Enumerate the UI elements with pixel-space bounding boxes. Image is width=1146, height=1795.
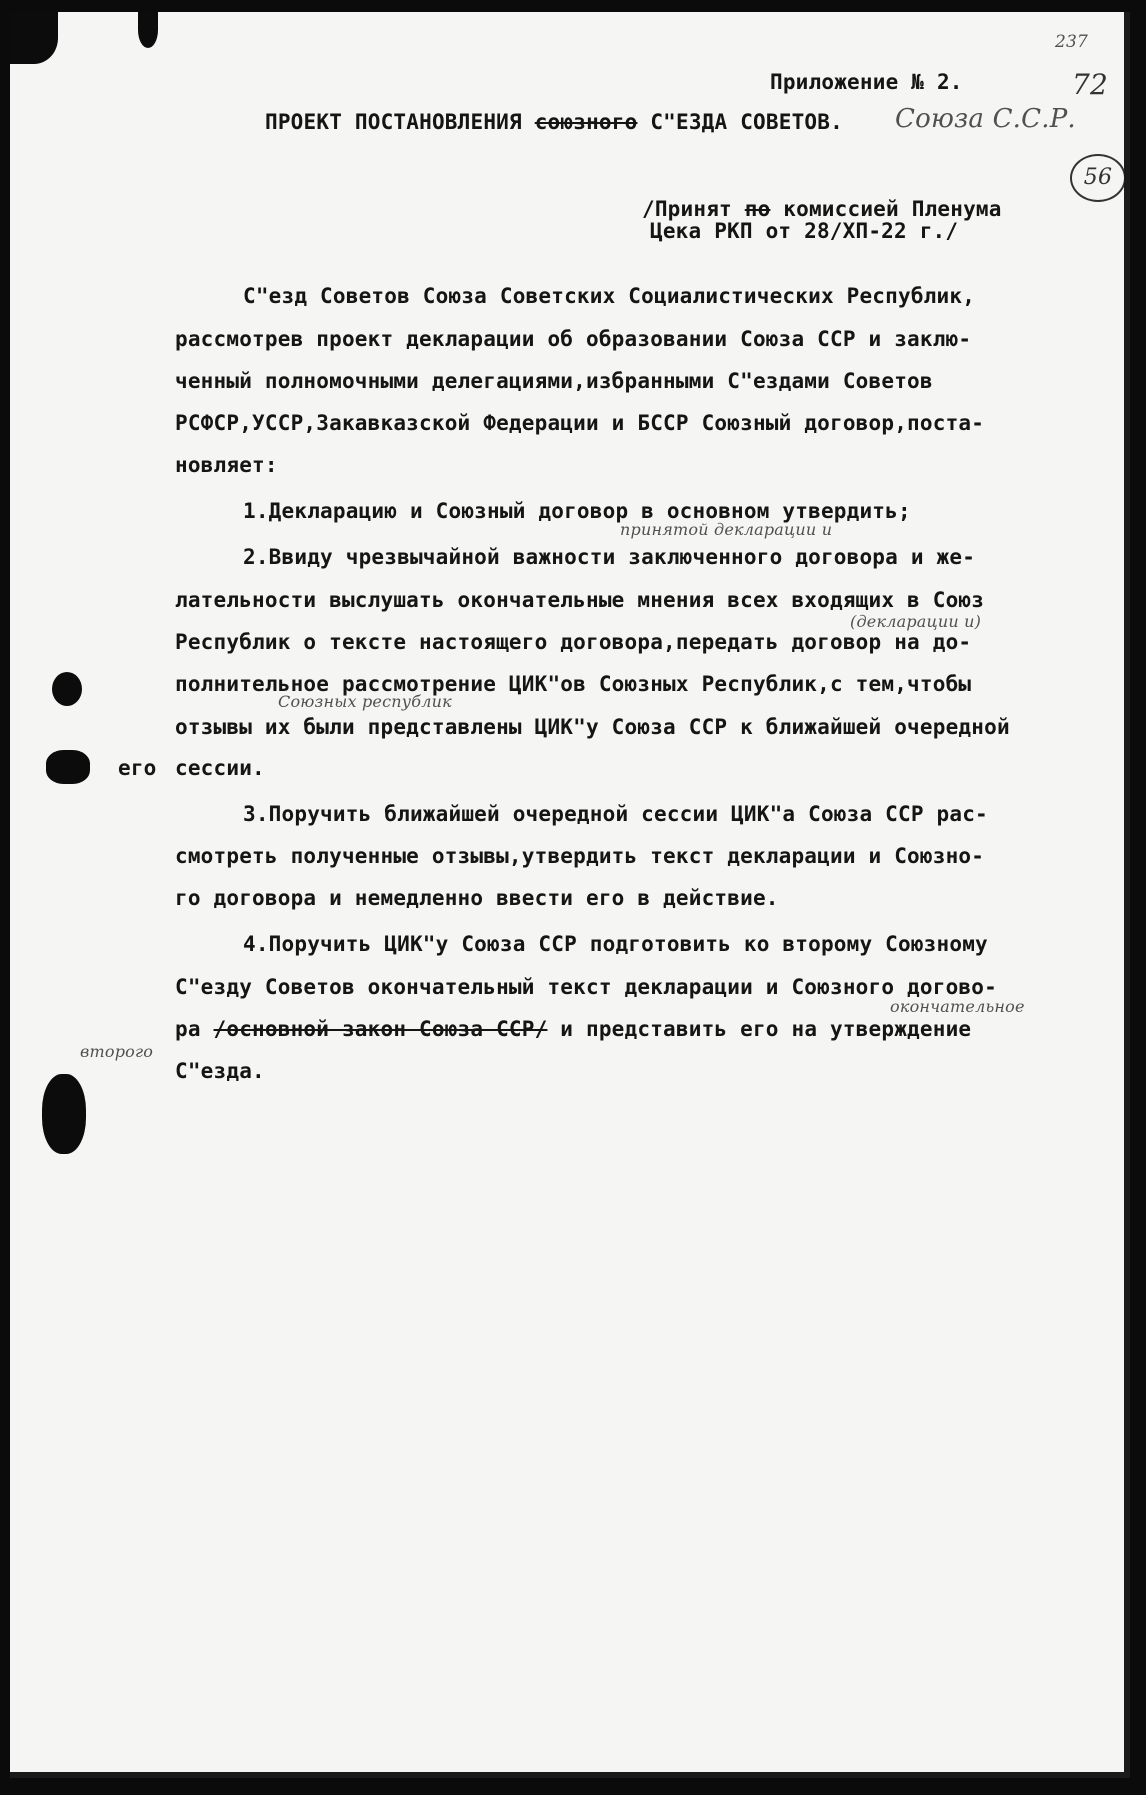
item-4-line-1: 4.Поручить ЦИК"у Союза ССР подготовить ко второму Союзному (243, 932, 988, 956)
item-2-line-6: сессии. (175, 756, 265, 780)
intro-line-3: ченный полномочными делегациями,избранными С"ездами Советов (175, 369, 933, 393)
item-2-line-2: лательности выслушать окончательные мнения всех входящих в Союз (175, 588, 985, 612)
item-2-line-5: отзывы их были представлены ЦИК"у Союза ССР к ближайшей очередной (175, 715, 1010, 739)
item-3-line-1: 3.Поручить ближайшей очередной сессии ЦИК"а Союза ССР рас- (243, 802, 988, 826)
margin-insert-word: его (118, 756, 157, 780)
handwritten-title-note: Союза С.С.Р. (895, 104, 1076, 134)
item-4-line-4: С"езда. (175, 1059, 265, 1083)
item-3-line-2: смотреть полученные отзывы,утвердить текст декларации и Союзно- (175, 844, 985, 868)
approval-line-2: Цека РКП от 28/XП-22 г./ (650, 219, 959, 243)
document-page (10, 12, 1130, 1778)
corner-blot (10, 12, 58, 64)
intro-line-5: новляет: (175, 453, 278, 477)
handwritten-note-item2c: Союзных республик (278, 692, 452, 711)
handwritten-note-item4: окончательное (890, 997, 1025, 1016)
title-part2: С"ЕЗДА СОВЕТОВ. (650, 110, 843, 134)
ink-blot-1 (52, 672, 82, 706)
title-part1: ПРОЕКТ ПОСТАНОВЛЕНИЯ (265, 110, 522, 134)
intro-line-2: рассмотрев проект декларации об образовании Союза ССР и заклю- (175, 327, 972, 351)
item-4-line-2: С"езду Советов окончательный текст декларации и Союзного догово- (175, 975, 997, 999)
document-title (265, 110, 843, 134)
ink-blot-3 (42, 1074, 86, 1154)
item-2-line-1: 2.Ввиду чрезвычайной важности заключенного договора и же- (243, 545, 976, 569)
handwritten-page-number-a: 237 (1055, 32, 1089, 52)
approval-line-1: /Принят по комиссией Пленума (642, 197, 1002, 221)
item-4-struck-phrase: /основной закон Союза ССР/ (213, 1017, 548, 1041)
title-struck-word: союзного (534, 110, 638, 134)
document-body (10, 12, 1130, 1778)
handwritten-note-item2: принятой декларации и (620, 520, 833, 539)
handwritten-margin-note: второго (80, 1042, 154, 1061)
intro-line-4: РСФСР,УССР,Закавказской Федерации и БССР Союзный договор,поста- (175, 411, 985, 435)
approval-struck-word: по (744, 197, 771, 221)
item-2-line-3: Республик о тексте настоящего договора,передать договор на до- (175, 630, 972, 654)
item-1: 1.Декларацию и Союзный договор в основном утвердить; (243, 499, 911, 523)
handwritten-page-number-c: 56 (1070, 154, 1126, 202)
appendix-label: Приложение № 2. (770, 70, 963, 94)
ink-blot-2 (46, 750, 90, 784)
item-4-line-3: ра /основной закон Союза ССР/ и представить его на утверждение (175, 1017, 972, 1041)
intro-line-1: С"езд Советов Союза Советских Социалистических Республик, (243, 284, 976, 308)
item-2-line-4: полнительное рассмотрение ЦИК"ов Союзных Республик,с тем,чтобы (175, 672, 972, 696)
handwritten-note-item2b: (декларации и) (850, 612, 982, 631)
item-3-line-3: го договора и немедленно ввести его в действие. (175, 886, 779, 910)
handwritten-page-number-b: 72 (1072, 68, 1109, 101)
top-blot (138, 12, 158, 48)
